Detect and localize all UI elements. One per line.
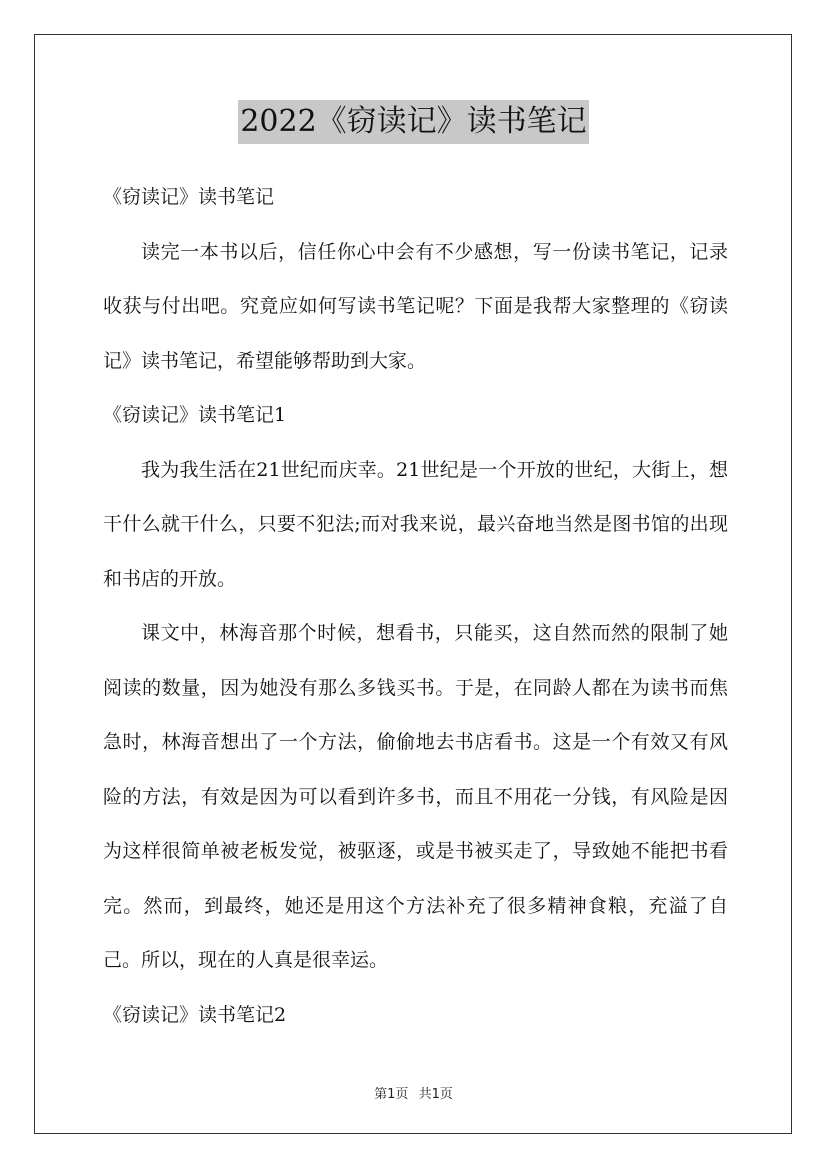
section-heading: 《窃读记》读书笔记2 — [103, 1003, 287, 1026]
document-title: 2022《窃读记》读书笔记 — [238, 100, 588, 144]
section-heading: 《窃读记》读书笔记1 — [103, 404, 287, 426]
page-number: 第1页 — [374, 1087, 409, 1102]
page-total: 共1页 — [418, 1087, 453, 1102]
document-body — [103, 170, 728, 1042]
page-footer — [0, 1083, 827, 1102]
body-paragraph: 课文中，林海音那个时候，想看书，只能买，这自然而然的限制了她阅读的数量，因为她没有那么多钱买书。于是，在同龄人都在为读书而焦急时，林海音想出了一个方法，偷偷地去书店看书。这是一个有效又有风险的方法，有效是因为可以看到许多书，而且不用花一分钱，有风险是因为这样很简单被老板发觉，被驱逐，或是书被买走了，导致她不能把书看完。然而，到最终，她还是用这个方法补充了很多精神食粮，充溢了自己。所以，现在的人真是很幸运。 — [103, 622, 728, 971]
section-heading: 《窃读记》读书笔记 — [103, 186, 275, 208]
body-paragraph: 读完一本书以后，信任你心中会有不少感想，写一份读书笔记，记录收获与付出吧。究竟应如何写读书笔记呢？下面是我帮大家整理的《窃读记》读书笔记，希望能够帮助到大家。 — [103, 240, 728, 372]
title-area — [0, 100, 827, 144]
body-paragraph: 我为我生活在21世纪而庆幸。21世纪是一个开放的世纪，大街上，想干什么就干什么，只要不犯法;而对我来说，最兴奋地当然是图书馆的出现和书店的开放。 — [103, 458, 728, 590]
